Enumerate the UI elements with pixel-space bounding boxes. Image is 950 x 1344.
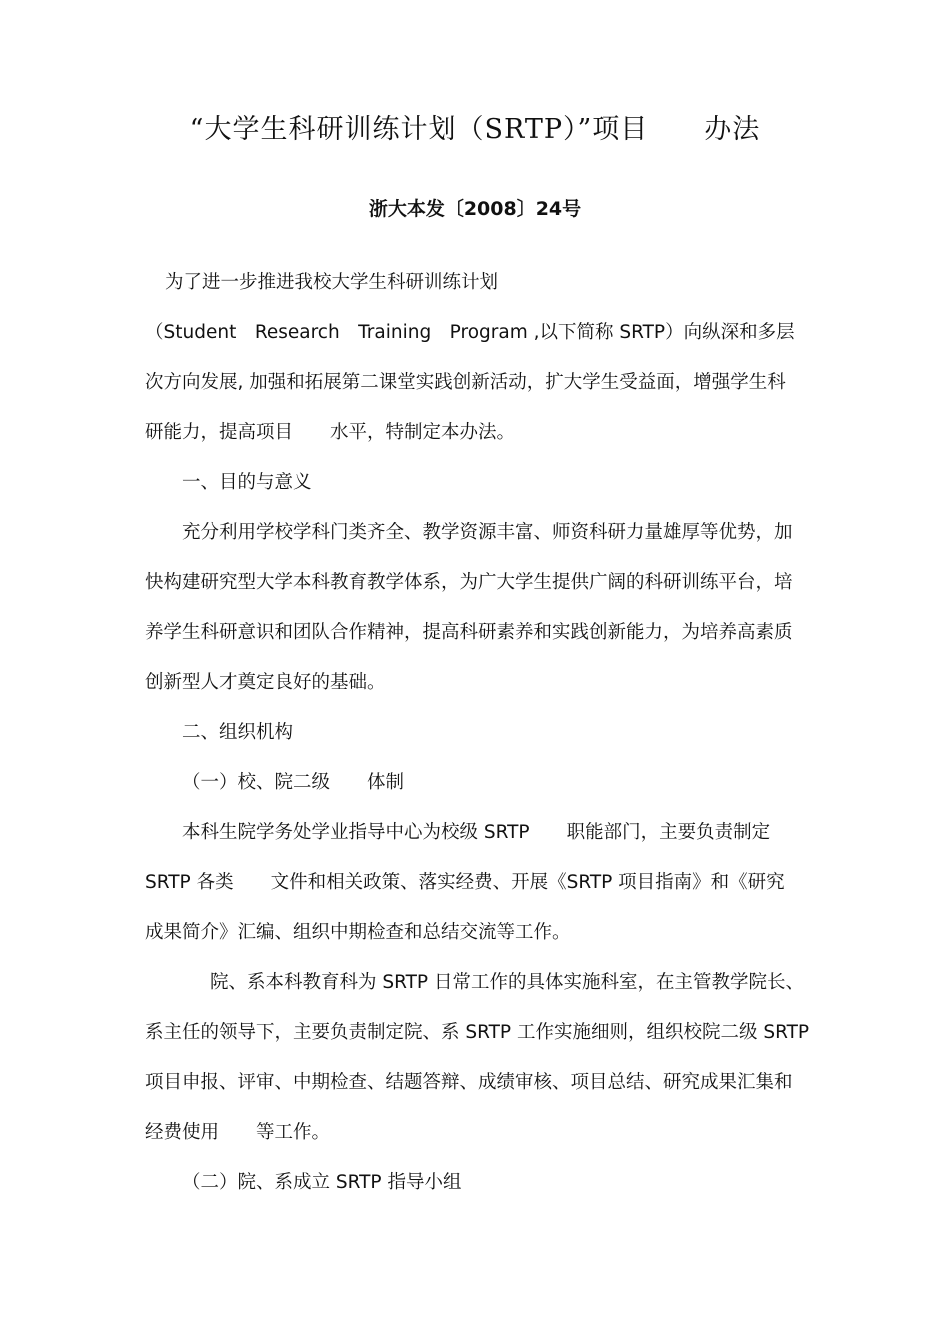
paragraph-line: 院、系本科教育科为 SRTP 日常工作的具体实施科室，在主管教学院长、 — [210, 972, 804, 993]
paragraph-line: 本科生院学务处学业指导中心为校级 SRTP 职能部门，主要负责制定 — [182, 822, 771, 843]
paragraph-line: （Student Research Training Program ,以下简称 SRTP）向纵深和多层 — [145, 322, 795, 343]
paragraph-line: 创新型人才奠定良好的基础。 — [145, 672, 386, 693]
paragraph-line: 养学生科研意识和团队合作精神，提高科研素养和实践创新能力，为培养高素质 — [145, 622, 793, 643]
document-number: 浙大本发〔2008〕24号 — [368, 198, 582, 220]
paragraph-line: 研能力，提高项目 水平，特制定本办法。 — [145, 422, 516, 443]
subsection-heading: （二）院、系成立 SRTP 指导小组 — [182, 1172, 462, 1193]
paragraph-line: 为了进一步推进我校大学生科研训练计划 — [165, 272, 499, 293]
paragraph-line: 项目申报、评审、中期检查、结题答辩、成绩审核、项目总结、研究成果汇集和 — [145, 1072, 793, 1093]
paragraph-line: 充分利用学校学科门类齐全、教学资源丰富、师资科研力量雄厚等优势，加 — [182, 522, 793, 543]
paragraph-line: SRTP 各类 文件和相关政策、落实经费、开展《SRTP 项目指南》和《研究 — [145, 872, 785, 893]
paragraph-line: 成果简介》汇编、组织中期检查和总结交流等工作。 — [145, 922, 571, 943]
paragraph-line: 次方向发展, 加强和拓展第二课堂实践创新活动，扩大学生受益面，增强学生科 — [145, 372, 786, 393]
paragraph-line: 快构建研究型大学本科教育教学体系，为广大学生提供广阔的科研训练平台，培 — [145, 572, 793, 593]
subsection-heading: （一）校、院二级 体制 — [182, 772, 405, 793]
section-heading: 一、目的与意义 — [182, 472, 312, 493]
paragraph-line: 经费使用 等工作。 — [145, 1122, 331, 1143]
section-heading: 二、组织机构 — [182, 722, 294, 743]
paragraph-line: 系主任的领导下，主要负责制定院、系 SRTP 工作实施细则，组织校院二级 SRTP — [145, 1022, 810, 1043]
document-title: “大学生科研训练计划（SRTP）”项目 办法 — [189, 114, 761, 145]
